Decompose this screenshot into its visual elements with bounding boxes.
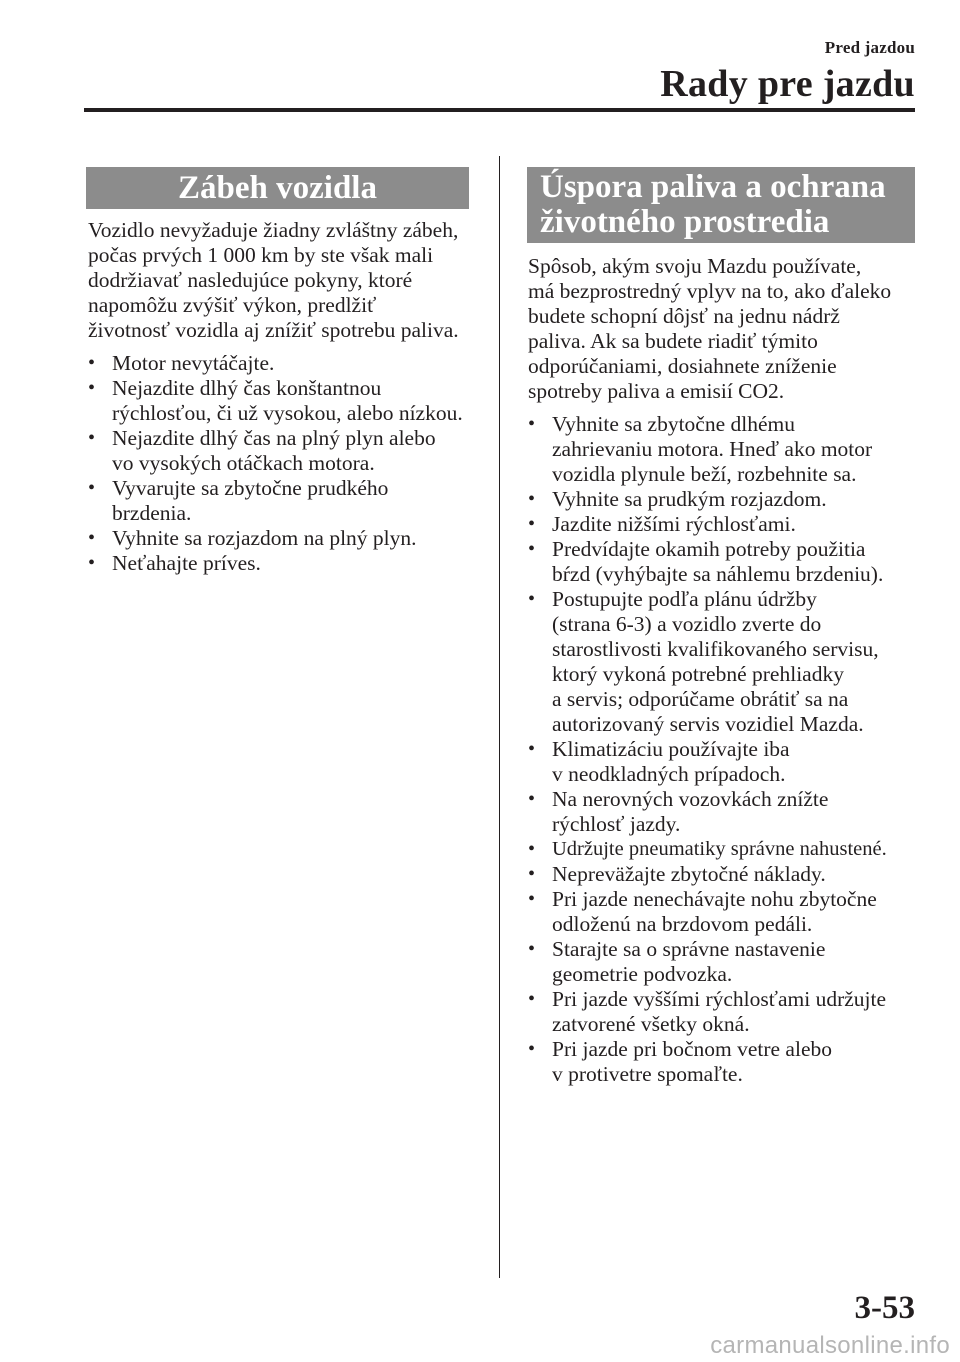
paragraph-line: odporúčaniami, dosiahnete zníženie: [528, 354, 837, 378]
list-item-line: Pri jazde vyššími rýchlosťami udržujte: [552, 987, 887, 1011]
bullet-icon: •: [528, 1038, 536, 1060]
bullet-icon: •: [88, 427, 96, 449]
list-item-line: Vyhnite sa zbytočne dlhému: [552, 412, 796, 436]
list-item-line: Na nerovných vozovkách znížte: [552, 787, 829, 811]
paragraph-line: spotreby paliva a emisií CO2.: [528, 379, 785, 403]
list-item-line: starostlivosti kvalifikovaného servisu,: [552, 637, 879, 661]
list-item: [528, 862, 926, 887]
bullet-list: [528, 412, 926, 1087]
intro-paragraph: [88, 218, 488, 343]
bullet-icon: •: [88, 552, 96, 574]
paragraph-line: má bezprostredný vplyv na to, ako ďaleko: [528, 279, 892, 303]
list-item: [88, 351, 488, 376]
list-item: [528, 887, 926, 937]
list-item-line: Jazdite nižšími rýchlosťami.: [552, 512, 796, 536]
list-item-line: Udržujte pneumatiky správne nahustené.: [552, 838, 887, 860]
watermark: carmanualsonline.info: [710, 1332, 950, 1359]
list-item-line: a servis; odporúčame obrátiť sa na: [552, 687, 849, 711]
bullet-icon: •: [88, 352, 96, 374]
list-item-line: Predvídajte okamih potreby použitia: [552, 537, 866, 561]
list-item-line: Pri jazde pri bočnom vetre alebo: [552, 1037, 832, 1061]
bullet-icon: •: [528, 863, 536, 885]
paragraph-line: dodržiavať nasledujúce pokyny, ktoré: [88, 268, 413, 292]
section-heading-break-in: [86, 167, 469, 209]
list-item: [528, 487, 926, 512]
list-item-line: Motor nevytáčajte.: [112, 351, 275, 375]
list-item-line: Pri jazde nenechávajte nohu zbytočne: [552, 887, 877, 911]
section-heading-line: Úspora paliva a ochrana: [540, 169, 886, 205]
list-item-line: v neodkladných prípadoch.: [552, 762, 786, 786]
list-item-line: Starajte sa o správne nastavenie: [552, 937, 826, 961]
bullet-icon: •: [528, 838, 536, 860]
list-item: [528, 787, 926, 837]
list-item: [528, 837, 926, 862]
column-divider: [499, 156, 500, 1278]
paragraph-line: Vozidlo nevyžaduje žiadny zvláštny zábeh,: [88, 218, 459, 242]
list-item: [88, 426, 488, 476]
paragraph-line: počas prvých 1 000 km by ste však mali: [88, 243, 434, 267]
page-title: Rady pre jazdu: [660, 63, 915, 105]
list-item-line: ktorý vykoná potrebné prehliadky: [552, 662, 844, 686]
list-item: [528, 1037, 926, 1087]
section-heading-line: životného prostredia: [540, 204, 830, 240]
list-item-line: zahrievaniu motora. Hneď ako motor: [552, 437, 873, 461]
intro-paragraph: [528, 254, 926, 404]
paragraph-line: budete schopní dôjsť na jednu nádrž: [528, 304, 840, 328]
bullet-icon: •: [528, 488, 536, 510]
list-item-line: zatvorené všetky okná.: [552, 1012, 750, 1036]
paragraph-line: paliva. Ak sa budete riadiť týmito: [528, 329, 818, 353]
paragraph-line: Spôsob, akým svoju Mazdu používate,: [528, 254, 862, 278]
list-item-line: bŕzd (vyhýbajte sa náhlemu brzdeniu).: [552, 562, 884, 586]
bullet-icon: •: [528, 788, 536, 810]
bullet-icon: •: [88, 477, 96, 499]
list-item-line: Neťahajte príves.: [112, 551, 261, 575]
list-item: [88, 476, 488, 526]
bullet-icon: •: [528, 588, 536, 610]
bullet-icon: •: [528, 888, 536, 910]
paragraph-line: napomôžu zvýšiť výkon, predlžiť: [88, 293, 377, 317]
list-item: [88, 526, 488, 551]
list-item-line: rýchlosť jazdy.: [552, 812, 681, 836]
list-item-line: vozidla plynule beží, rozbehnite sa.: [552, 462, 857, 486]
list-item-line: v protivetre spomaľte.: [552, 1062, 743, 1086]
bullet-list: [88, 351, 488, 576]
section-heading-fuel-economy: [527, 167, 915, 243]
list-item: [528, 987, 926, 1037]
chapter-label: Pred jazdou: [824, 38, 915, 57]
list-item-line: brzdenia.: [112, 501, 192, 525]
bullet-icon: •: [528, 538, 536, 560]
list-item-line: rýchlosťou, či už vysokou, alebo nízkou.: [112, 401, 463, 425]
list-item: [88, 376, 488, 426]
list-item: [88, 551, 488, 576]
list-item: [528, 412, 926, 487]
bullet-icon: •: [528, 938, 536, 960]
section-heading-text: Zábeh vozidla: [178, 170, 377, 206]
list-item: [528, 737, 926, 787]
list-item-line: Vyvarujte sa zbytočne prudkého: [112, 476, 389, 500]
page-number: 3-53: [854, 1290, 915, 1326]
list-item-line: Nepreväžajte zbytočné náklady.: [552, 862, 826, 886]
paragraph-line: životnosť vozidla aj znížiť spotrebu paliva.: [88, 318, 459, 342]
bullet-icon: •: [88, 377, 96, 399]
list-item: [528, 512, 926, 537]
list-item-line: (strana 6-3) a vozidlo zverte do: [552, 612, 822, 636]
list-item: [528, 587, 926, 737]
bullet-icon: •: [528, 988, 536, 1010]
bullet-icon: •: [528, 413, 536, 435]
header-rule: [84, 108, 915, 112]
bullet-icon: •: [88, 527, 96, 549]
list-item-line: autorizovaný servis vozidiel Mazda.: [552, 712, 864, 736]
right-column: [528, 254, 926, 1087]
list-item-line: Vyhnite sa prudkým rozjazdom.: [552, 487, 827, 511]
list-item-line: Nejazdite dlhý čas konštantnou: [112, 376, 382, 400]
list-item-line: Klimatizáciu používajte iba: [552, 737, 790, 761]
list-item-line: geometrie podvozka.: [552, 962, 733, 986]
left-column: [88, 218, 488, 576]
list-item: [528, 537, 926, 587]
list-item-line: vo vysokých otáčkach motora.: [112, 451, 375, 475]
bullet-icon: •: [528, 513, 536, 535]
list-item-line: Vyhnite sa rozjazdom na plný plyn.: [112, 526, 417, 550]
list-item-line: Postupujte podľa plánu údržby: [552, 587, 817, 611]
bullet-icon: •: [528, 738, 536, 760]
list-item-line: Nejazdite dlhý čas na plný plyn alebo: [112, 426, 436, 450]
list-item-line: odloženú na brzdovom pedáli.: [552, 912, 813, 936]
list-item: [528, 937, 926, 987]
